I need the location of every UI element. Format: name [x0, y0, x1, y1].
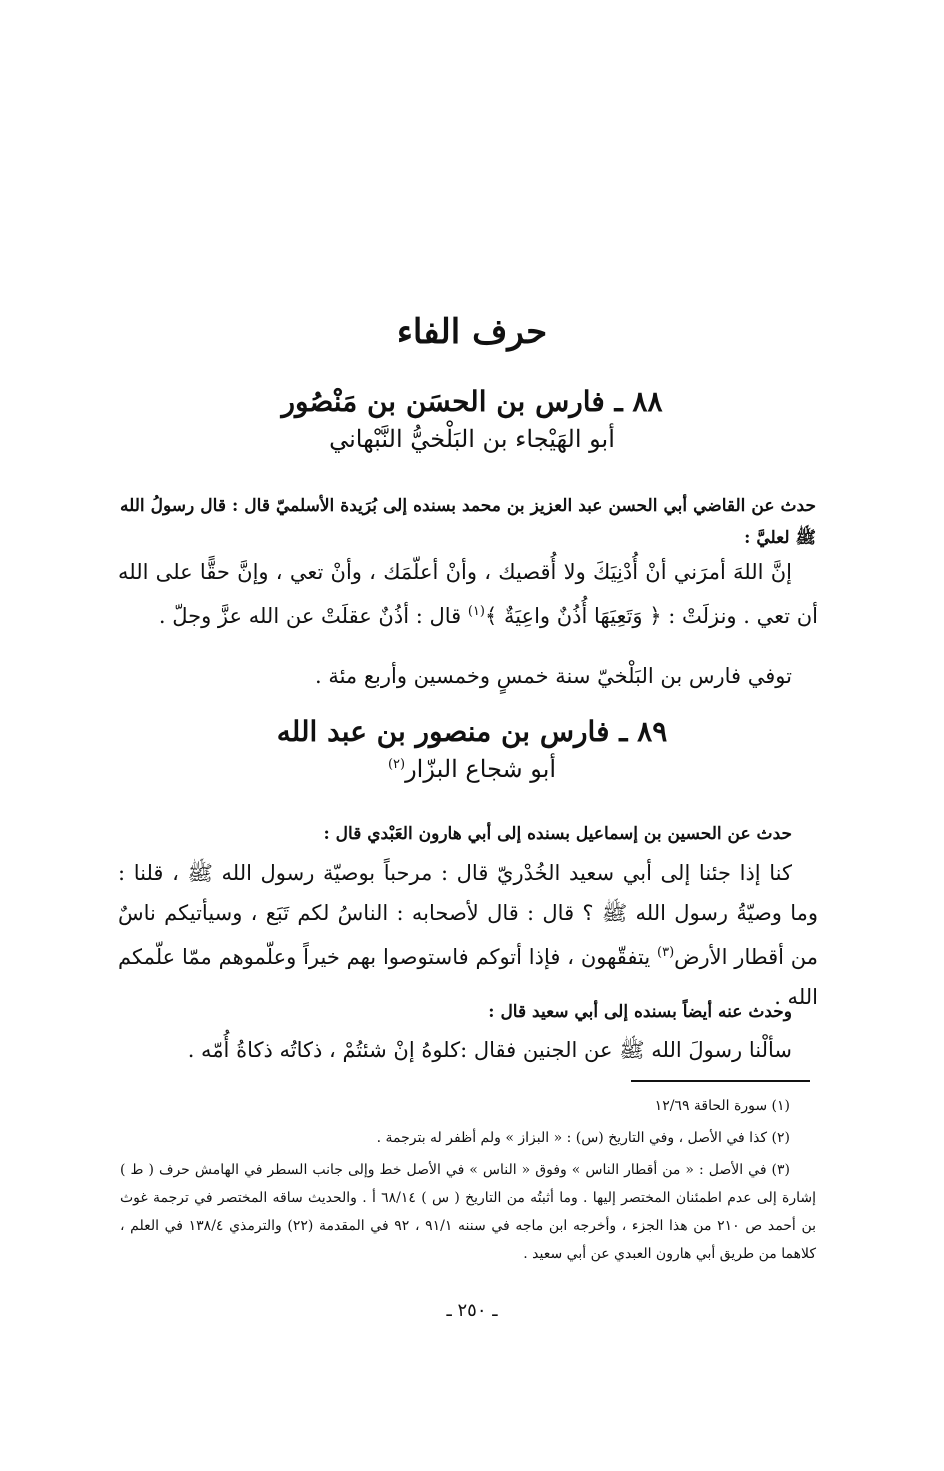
page-number: ـ ٢٥٠ ـ — [446, 1300, 498, 1321]
entry-89-hadith — [118, 853, 818, 1017]
entry-89-subtitle — [150, 755, 794, 783]
entry-88-death: توفي فارس بن البَلْخيّ سنة خمسٍ وخمسين وأربع مئة . — [314, 664, 792, 688]
footnote-ref-2: (٢) — [387, 757, 406, 772]
entry-88-isnad: حدث عن القاضي أبي الحسن عبد العزيز بن محمد بسنده إلى بُرَيدة الأسلميّ قال : قال رسولُ الله ﷺ لعليَّ : — [120, 496, 816, 548]
entry-88-hadith-end: قال : أذُنٌ عقلَتْ عن الله عزَّ وجلّ . — [158, 604, 468, 628]
entry-88-hadith — [118, 552, 818, 636]
footnote-2: (٢) كذا في الأصل ، وفي التاريخ (س) : « البزاز » ولم أظفر له بترجمة . — [376, 1130, 790, 1146]
entry-89-subtitle-text: أبو شجاع البزّار — [405, 755, 557, 783]
entry-88-title: ٨٨ ـ فارس بن الحسَن بن مَنْصُور — [281, 385, 663, 418]
footnote-3: (٣) في الأصل : « من أقطار الناس » وفوق « الناس » في الأصل خط وإلى جانب السطر في الهامش حرف ( ط ) إشارة إلى عدم اطمئنان المختصر إليها . وما أثبتُه من التاريخ ( س ) ٦٨/١٤ أ . والحديث ساقه المختصر في ترجمة غوث بن أحمد ص ٢١٠ من هذا الجزء ، وأخرجه ابن ماجه في سننه ٩١/١ ، ٩٢ في المقدمة (٢٢) والترمذي ١٣٨/٤ في العلم ، كلاهما من طريق أبي هارون العبدي عن أبي سعيد . — [120, 1162, 817, 1262]
chapter-title: حرف الفاء — [396, 312, 548, 352]
entry-89-isnad: حدث عن الحسين بن إسماعيل بسنده إلى أبي هارون العَبْدي قال : — [323, 824, 792, 844]
footnote-ref-3: (٣) — [657, 945, 675, 960]
footnote-ref-1: (١) — [467, 604, 485, 619]
footnote-separator — [631, 1080, 810, 1082]
entry-89-isnad-2: وحدث عنه أيضاً بسنده إلى أبي سعيد قال : — [488, 1002, 792, 1022]
footnote-1: (١) سورة الحاقة ١٢/٦٩ — [654, 1098, 790, 1114]
entry-89-hadith-2: سألْنا رسولَ الله ﷺ عن الجنين فقال :كلوهُ إنْ شئتُمْ ، ذكاتُه ذكاةُ أُمّه . — [187, 1038, 792, 1062]
entry-89-hadith-part2: يتفقّهون ، فإذا أتوكم فاستوصوا بهم خيراً وعلّموهم ممّا علّمكم الله . — [118, 945, 818, 1009]
entry-88-hadith-text: إنَّ اللهَ أمرَني أنْ أُدْنِيَكَ ولا أُقصيك ، وأنْ أعلّمَك ، وأنْ تعي ، وإنَّ حقًّا على الله أن تعي . ونزلَتْ : ﴿ وَتَعِيَهَا أُذُنٌ واعِيَةٌ ﴾ — [118, 560, 818, 628]
entry-89-title: ٨٩ ـ فارس بن منصور بن عبد الله — [276, 715, 668, 748]
entry-88-subtitle: أبو الهَيْجاء بن البَلْخيُّ النَّبْهاني — [329, 425, 615, 453]
entry-89-hadith-part1: كنا إذا جئنا إلى أبي سعيد الخُدْريّ قال : مرحباً بوصيّة رسول الله ﷺ ، قلنا : وما وصيّةُ رسول الله ﷺ ؟ قال : قال لأصحابه : الناسُ لكم تَبَع ، وسيأتيكم ناسٌ من أقطار الأرض — [118, 861, 818, 969]
